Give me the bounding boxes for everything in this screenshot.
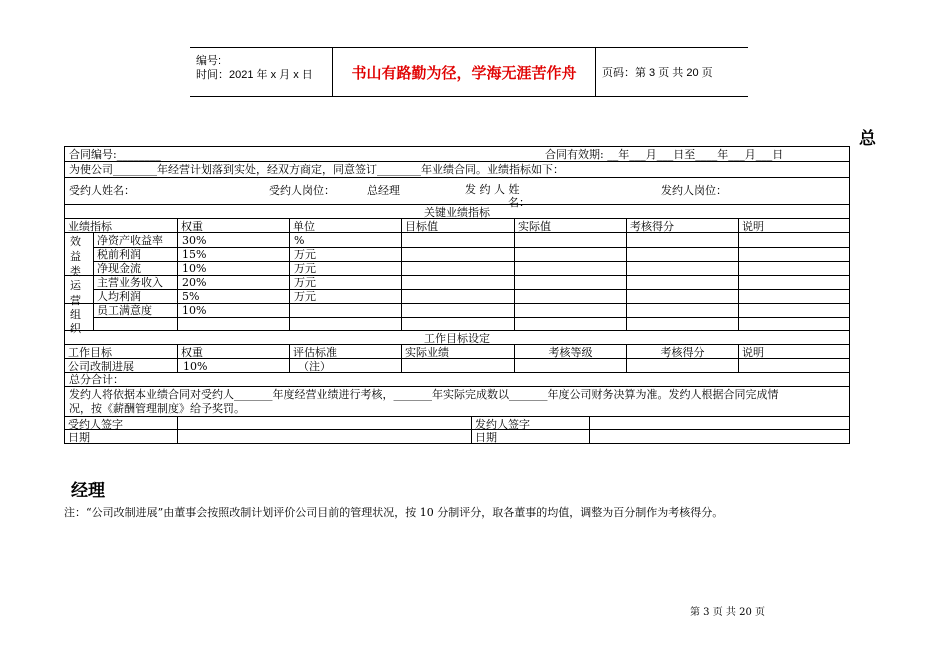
group-char: 营 [70,294,81,307]
work-actual [401,359,514,372]
contract-no-row [64,146,850,162]
kpi-header: 目标值 [401,219,514,232]
clause-line-2: 况，按《薪酬管理制度》给予奖罚。 [69,402,245,415]
work-score [626,359,738,372]
intro-row [64,162,850,178]
work-section-title: 工作目标设定 [424,332,490,344]
group-char: 运 [70,279,81,292]
group-divider [65,275,93,276]
grantor-post-label: 发约人岗位： [661,184,727,197]
page-info: 页码：第 3 页 共 20 页 [602,67,713,79]
total-row [64,373,850,387]
kpi-weight: 10% [182,262,207,275]
side-title-bottom: 经理 [71,481,105,501]
kpi-header: 权重 [177,219,289,232]
kpi-section-row [64,205,850,219]
kpi-name: 主营业务收入 [97,276,163,289]
grantee-post-label: 受约人岗位： [269,184,335,197]
group-divider [65,303,93,304]
group-char: 效 [70,235,81,248]
date-label-1: 日期 [68,431,90,443]
kpi-header: 实际值 [514,219,626,232]
grantor-sign-label: 发约人签字 [471,417,589,429]
kpi-name: 员工满意度 [97,304,152,317]
kpi-header-row [64,219,850,233]
grantee-sign-field [177,417,471,429]
work-header: 说明 [738,345,849,358]
kpi-weight: 30% [182,234,207,247]
kpi-name: 人均利润 [97,290,141,303]
kpi-section-title: 关键业绩指标 [424,206,490,218]
work-note [738,359,849,372]
work-header: 考核得分 [626,345,738,358]
validity-label: 合同有效期: __年___月___日至____年___月___日 [545,148,784,161]
grantee-name-label: 受约人姓名： [69,184,135,197]
work-header: 实际业绩 [401,345,514,358]
grantee-post-value: 总经理 [367,184,400,197]
group-char: 益 [70,250,81,263]
work-header: 评估标准 [289,345,401,358]
kpi-header: 单位 [289,219,401,232]
contract-no-label: 合同编号:________ [69,148,161,161]
work-header: 考核等级 [514,345,626,358]
date-field-2 [589,430,849,443]
kpi-name: 税前利润 [97,248,141,261]
code-label: 编号: [196,55,222,67]
grantor-sign-field [589,417,849,429]
page-footer: 第 3 页 共 20 页 [690,607,765,618]
group-char: 织 [70,322,81,335]
work-level [514,359,626,372]
kpi-header: 说明 [738,219,849,232]
group-char: 组 [70,308,81,321]
kpi-header: 业绩指标 [68,220,112,232]
parties-row [64,178,850,209]
date-row [64,430,850,444]
motto: 书山有路勤为径，学海无涯苦作舟 [333,48,596,96]
kpi-unit: 万元 [294,262,316,275]
kpi-body [64,233,850,335]
grantor-name-label-a: 发 约 人 姓 [465,183,520,196]
work-criteria: （注） [289,359,401,372]
clause-line-1: 发约人将依据本业绩合同对受约人_______年度经营业绩进行考核，_______年实际完成数以_______年度公司财务决算为准。发约人根据合同完成情 [69,388,779,401]
work-header: 工作目标 [68,346,112,358]
grantor-name-label-b: 名： [508,196,530,209]
total-label: 总分合计： [69,373,124,386]
sign-row [64,417,850,430]
kpi-unit: 万元 [294,276,316,289]
work-section-row [64,331,850,345]
work-header: 权重 [177,345,289,358]
kpi-unit: 万元 [294,290,316,303]
work-header-row [64,345,850,359]
grantee-sign-label: 受约人签字 [68,418,123,429]
kpi-weight: 5% [182,290,200,303]
time-label: 时间：2021 年 x 月 x 日 [196,69,313,81]
clause-row [64,387,850,417]
kpi-name: 净现金流 [97,262,141,275]
side-title-top: 总 [859,129,876,149]
page-header [190,47,748,97]
kpi-weight: 20% [182,276,207,289]
kpi-weight: 10% [182,304,207,317]
row-line [93,317,849,318]
date-label-2: 日期 [471,430,589,443]
work-weight: 10% [177,359,289,372]
contract-table [64,146,850,444]
date-field-1 [177,430,471,443]
kpi-unit: % [294,234,305,247]
work-name: 公司改制进展 [68,360,134,372]
header-meta [190,48,333,96]
kpi-unit: 万元 [294,248,316,261]
kpi-name: 净资产收益率 [97,234,163,247]
footnote: 注：“公司改制进展”由董事会按照改制计划评价公司目前的管理状况，按 10 分制评分，取各董事的均值，调整为百分制作为考核得分。 [64,506,724,519]
group-char: 类 [70,265,81,278]
kpi-header: 考核得分 [626,219,738,232]
kpi-weight: 15% [182,248,207,261]
row-line [93,289,849,290]
work-row [64,359,850,373]
intro-text: 为使公司________年经营计划落到实处，经双方商定，同意签订________年业绩合同。业绩指标如下： [69,163,564,176]
